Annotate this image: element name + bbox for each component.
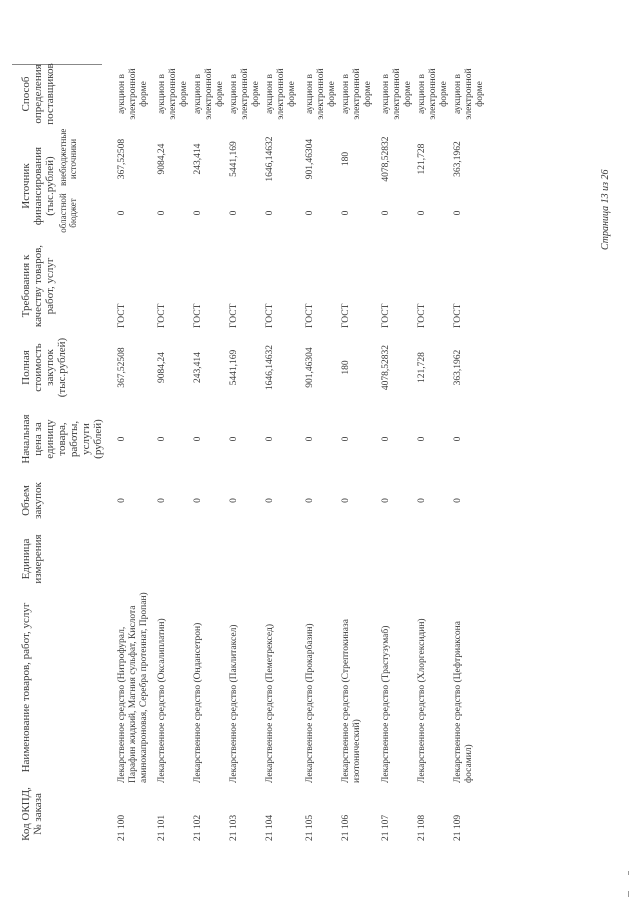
- table-row: [265, 58, 305, 843]
- page-number: Страница 13 из 26: [600, 169, 611, 250]
- row-code: 21 104: [265, 814, 275, 841]
- row-method: аукцион в электронной форме: [193, 68, 225, 120]
- row-unit: [417, 528, 453, 590]
- row-code: 21 106: [341, 814, 351, 841]
- row-code: 21 103: [229, 814, 239, 841]
- row-source-regional: 0: [193, 210, 203, 216]
- row-volume: 0: [193, 498, 203, 503]
- row-method: аукцион в электронной форме: [417, 68, 449, 120]
- row-price: 0: [305, 436, 315, 442]
- row-price: 0: [265, 436, 275, 442]
- row-source-regional: 0: [229, 210, 239, 216]
- row-quality: ГОСТ: [157, 303, 167, 328]
- row-quality: ГОСТ: [453, 303, 463, 328]
- row-volume: 0: [117, 498, 127, 503]
- row-source-extra: 367,52508: [117, 138, 127, 180]
- row-name: Лекарственное средство (Прокарбазин): [305, 623, 315, 783]
- row-volume: 0: [341, 498, 351, 503]
- row-unit: [305, 528, 341, 590]
- header-cost: Полная стоимость закупок (тыс.рублей): [20, 337, 68, 398]
- row-price: 0: [417, 436, 427, 442]
- row-method: аукцион в электронной форме: [157, 68, 189, 120]
- row-quality: ГОСТ: [305, 303, 315, 328]
- row-volume: 0: [381, 498, 391, 503]
- row-price: 0: [229, 436, 239, 442]
- row-source-extra: 1646,14632: [265, 136, 275, 182]
- row-method: аукцион в электронной форме: [265, 68, 297, 120]
- row-method: аукцион в электронной форме: [453, 68, 485, 120]
- header-source: [20, 130, 117, 242]
- table-row: [381, 58, 417, 843]
- row-quality: ГОСТ: [341, 303, 351, 328]
- row-source-regional: 0: [417, 210, 427, 216]
- row-volume: 0: [229, 498, 239, 503]
- header-method: Способ определения поставщиков: [20, 63, 56, 125]
- row-source-extra: 243,414: [193, 143, 203, 175]
- row-source-regional: 0: [381, 210, 391, 216]
- row-source: [453, 130, 493, 242]
- scan-mark: [628, 871, 629, 875]
- table-row: [117, 58, 157, 843]
- row-cost: 9084,24: [157, 352, 167, 383]
- row-source-regional: 0: [117, 210, 127, 216]
- row-name: Лекарственное средство (Оксалиплатин): [157, 618, 167, 783]
- row-source-regional: 0: [265, 210, 275, 216]
- row-cost: 901,46304: [305, 347, 315, 388]
- row-source: [341, 130, 381, 242]
- row-source-extra: 121,728: [417, 143, 427, 175]
- row-cost: 363,1962: [453, 349, 463, 386]
- row-cost: 4078,52832: [381, 344, 391, 391]
- row-price: 0: [381, 436, 391, 442]
- row-unit: [265, 528, 305, 590]
- row-source-extra: 4078,52832: [381, 136, 391, 182]
- scan-mark: [628, 891, 629, 897]
- row-source-regional: 0: [157, 210, 167, 216]
- row-cost: 1646,14632: [265, 344, 275, 391]
- row-cost: 180: [341, 360, 351, 375]
- row-source-regional: 0: [453, 210, 463, 216]
- row-method: аукцион в электронной форме: [381, 68, 413, 120]
- row-source: [265, 130, 305, 242]
- row-volume: 0: [265, 498, 275, 503]
- table-row: [453, 58, 493, 843]
- row-volume: 0: [417, 498, 427, 503]
- row-volume: 0: [453, 498, 463, 503]
- table-row: [157, 58, 193, 843]
- row-code: 21 107: [381, 814, 391, 841]
- row-volume: 0: [305, 498, 315, 503]
- row-source: [157, 130, 193, 242]
- row-unit: [117, 528, 157, 590]
- row-source-extra: 901,46304: [305, 138, 315, 180]
- row-quality: ГОСТ: [417, 303, 427, 328]
- row-unit: [341, 528, 381, 590]
- row-source-extra: 363,1962: [453, 141, 463, 177]
- row-name: Лекарственное средство (Трастузумаб): [381, 625, 391, 783]
- table-row: [417, 58, 453, 843]
- row-price: 0: [117, 436, 127, 442]
- row-volume: 0: [157, 498, 167, 503]
- procurement-table: [20, 58, 493, 843]
- row-name: Лекарственное средство (Цефтриаксона фосамил): [453, 621, 474, 783]
- row-quality: ГОСТ: [265, 303, 275, 328]
- row-source: [417, 130, 453, 242]
- header-name: Наименование товаров, работ, услуг: [20, 602, 32, 773]
- row-quality: ГОСТ: [381, 303, 391, 328]
- row-source-regional: 0: [341, 210, 351, 216]
- row-source: [229, 130, 265, 242]
- row-name: Лекарственное средство (Пеметрексед): [265, 624, 275, 783]
- row-method: аукцион в электронной форме: [305, 68, 337, 120]
- header-source-extra: внебюджетные источники: [58, 128, 78, 186]
- row-price: 0: [157, 436, 167, 442]
- row-name: Лекарственное средство (Нитрофурал, Парафин жидкий, Магния сульфат, Кислота аминокапроновая, Серебра протеинат, Пропан): [117, 592, 149, 783]
- row-price: 0: [453, 436, 463, 442]
- header-volume: Объем закупок: [20, 482, 44, 519]
- row-method: аукцион в электронной форме: [341, 68, 373, 120]
- header-unit: Единица измерения: [20, 534, 44, 584]
- table-row: [305, 58, 341, 843]
- table-row: [341, 58, 381, 843]
- row-source: [117, 130, 157, 242]
- row-code: 21 102: [193, 814, 203, 841]
- row-unit: [229, 528, 265, 590]
- table-row: [229, 58, 265, 843]
- row-unit: [193, 528, 229, 590]
- row-price: 0: [341, 436, 351, 442]
- row-name: Лекарственное средство (Паклитаксел): [229, 624, 239, 783]
- row-name: Лекарственное средство (Хлоргексидин): [417, 618, 427, 783]
- row-unit: [453, 528, 493, 590]
- header-source-regional: областной бюджет: [58, 193, 78, 233]
- row-method: аукцион в электронной форме: [117, 68, 149, 120]
- row-method: аукцион в электронной форме: [229, 68, 261, 120]
- row-quality: ГОСТ: [117, 303, 127, 328]
- row-source-regional: 0: [305, 210, 315, 216]
- row-cost: 121,728: [417, 352, 427, 383]
- header-price: Начальная цена за единицу товара, работы, услуги (рублей): [20, 414, 104, 464]
- header-quality: Требования к качеству товаров, работ, услуг: [20, 244, 56, 328]
- row-unit: [381, 528, 417, 590]
- row-code: 21 108: [417, 814, 427, 841]
- table-header: [20, 58, 117, 843]
- header-source-title: Источник финансирования (тыс.рублей): [20, 146, 56, 226]
- row-source: [193, 130, 229, 242]
- row-source-extra: 180: [341, 151, 351, 167]
- row-code: 21 100: [117, 814, 127, 841]
- row-unit: [157, 528, 193, 590]
- row-source: [305, 130, 341, 242]
- row-code: 21 105: [305, 814, 315, 841]
- row-source-extra: 5441,169: [229, 141, 239, 177]
- header-code: Код ОКПД, № заказа: [20, 787, 44, 841]
- row-cost: 367,52508: [117, 347, 127, 388]
- row-quality: ГОСТ: [229, 303, 239, 328]
- row-cost: 5441,169: [229, 349, 239, 386]
- row-price: 0: [193, 436, 203, 442]
- row-source-extra: 9084,24: [157, 143, 167, 175]
- row-cost: 243,414: [193, 352, 203, 383]
- row-name: Лекарственное средство (Ондансетрон): [193, 622, 203, 783]
- row-code: 21 109: [453, 814, 463, 841]
- row-quality: ГОСТ: [193, 303, 203, 328]
- row-code: 21 101: [157, 814, 167, 841]
- row-source: [381, 130, 417, 242]
- row-name: Лекарственное средство (Стрептокиназа изотонический): [341, 619, 362, 783]
- table-row: [193, 58, 229, 843]
